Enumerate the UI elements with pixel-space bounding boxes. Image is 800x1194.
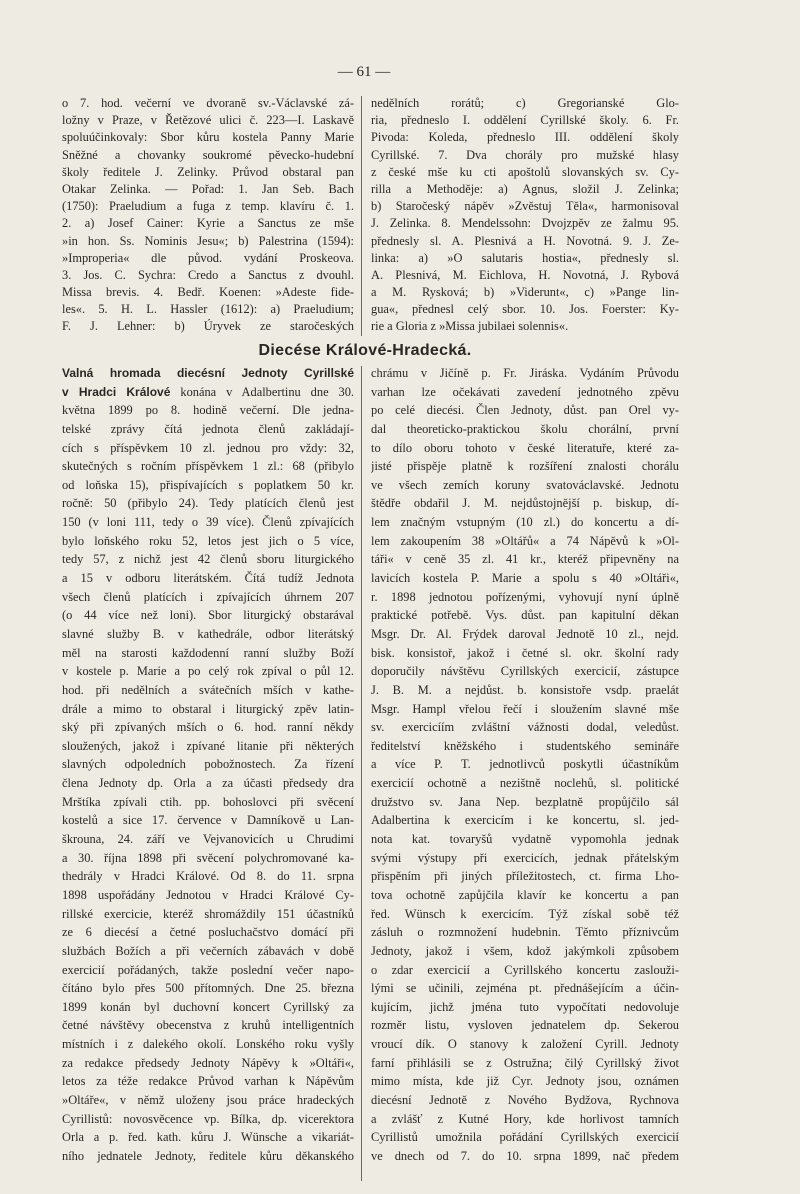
text-line: a 15 v odboru literátském. Čítá tudíž Jednota [62,571,354,586]
text-line: 150 (v loni 111, tedy o 39 více). Členů zpívajících [62,515,354,530]
lead-bold-start: v Hradci Králové [62,384,171,399]
text-line: místních i z dalekého okolí. Lonského roku vyšly [62,1037,354,1052]
text-line: »Improperia« dle původ. vydání Proskeova. [62,250,354,265]
text-line: službách Božích a při večerních zábavách v době [62,943,354,958]
text-line: cích s příspěvkem 10 zl. jednou pro vždy: 32, [62,440,354,455]
text-line: a zvlášť z Kutné Hory, kde horlivost tamních [371,1111,679,1126]
text-line: to dílo oboru tohoto v české literatuře, které za- [371,440,679,455]
text-line: a více P. T. jednotlivců poskytli účastníkům [371,757,679,772]
text-line: skutečných s ročním příspěvkem 1 zl.: 68 (přibylo [62,459,354,474]
text-line: 1898 uspořádány Jednotou v Hradci Králové Cy- [62,887,354,902]
text-line: doporučily návštěvu Cyrillských exercicií, zástupce [371,664,679,679]
text-line: 1899 konán byl duchovní koncert Cyrillský za [62,999,354,1014]
text-line: Sněžné a chovanky soukromé pěvecko-hudební [62,147,354,162]
text-line: 3. Jos. C. Sychra: Credo a Sanctus z dvouhl. [62,267,354,282]
text-line: přednesly sl. A. Plesnivá a H. Novotná. 9. J. Ze- [371,233,679,248]
text-line: sloužených, jakož i zpívané litanie při některých [62,738,354,753]
text-line: ze 6 diecésí a četné posluchačstvo domácí při [62,925,354,940]
text-line: Orla a p. řed. kath. kůru J. Wünsche a vikariát- [62,1130,354,1145]
text-line: o zdar exercicií a Cyrillského koncertu zaslouži- [371,962,679,977]
text-line: štědře obdařil J. M. nejdůstojnější p. biskup, dí- [371,496,679,511]
text-line: nedělních rorátů; c) Gregorianské Glo- [371,96,679,110]
text-line: b) Staročeský nápěv »Zvěstuj Těla«, harmonisoval [371,199,679,214]
text-line: Cyrillistů umožnila pořádání Cyrillských exercicií [371,1130,679,1145]
text-line: škrouna, 24. září ve Vejvanovicích u Chrudimi [62,832,354,847]
text-line: Cyrillistů: novosvěcence vp. Bílka, dp. vicerektora [62,1111,354,1126]
text-line: »in hon. Ss. Nominis Jesu«; b) Palestrina (1594): [62,233,354,248]
text-line: letos za téže redakce Průvod varhan k Nápěvům [62,1074,354,1089]
text-line: 2. a) Josef Cainer: Kyrie a Sanctus ze mše [62,216,354,231]
text-line: četné návštěvy obecenstva z kruhů intelligentních [62,1018,354,1033]
text-line: drále a mimo to obstaral i liturgický zpěv latin- [62,701,354,716]
text-line: května 1899 po 8. hodině večerní. Dle jedna- [62,403,354,418]
text-line: farní přihlásili se z Ostružna; čilý Cyrillský život [371,1055,679,1070]
text-line: bylo loňského roku 52, letos jest jich o 5 více, [62,533,354,548]
text-line: Missa brevis. 4. Bedř. Koenen: »Adeste fide- [62,285,354,300]
text-line: v kostele p. Marie a po celý rok zpíval o půl 12. [62,664,354,679]
text-line: z české mše ku cti apoštolů slovanských sv. Cy- [371,164,679,179]
text-line: tova ochotně zapůjčila klavír ke koncertu a pan [371,887,679,902]
text-line: diecésní Jednotě z Nového Bydžova, Rychnova [371,1092,679,1107]
column-divider-bottom [361,366,362,1181]
text-line: slavné služby B. v kathedrále, odbor literátský [62,626,354,641]
text-line: lem zakoupením 38 »Oltářů« a 74 Nápěvů k »Ol- [371,533,679,548]
text-line: a M. Rysková; b) »Viderunt«, c) »Pange lin- [371,285,679,300]
lead-heading-line [62,364,354,383]
text-line: gua«, přednesl celý sbor. 10. Jos. Foerster: Ky- [371,302,679,317]
text-line: Otakar Zelinka. — Pořad: 1. Jan Seb. Bach [62,181,354,196]
top-left-column [62,95,354,336]
text-line: Msgr. Hampl vřelou řečí i sloužením slavné mše [371,701,679,716]
text-line: Pivoda: Koleda, předneslo III. oddělení školy [371,130,679,145]
text-line: lem značným vstupným (10 zl.) do koncertu a dí- [371,515,679,530]
text-line: Cyrillské. 7. Dva chorály pro mužské hlasy [371,147,679,162]
text-line: sv. exercicíím zvláštní vážnosti dodal, veledůst. [371,720,679,735]
lead-rest: konána v Adalbertinu dne 30. [170,384,354,399]
text-line: varhan lze očekávati zavedení jednotného zpěvu [371,384,679,399]
text-line: vroucí dík. O stanovy k založení Cyrill. Jednoty [371,1037,679,1052]
text-line: ský při zpívaných mších o 6. hod. ranní někdy [62,720,354,735]
text-line: jisté přispěje platně k rozšíření znalosti chorálu [371,459,679,474]
text-line: svými výstupy při exercicích, jednak přátelským [371,850,679,865]
text-line: (o 44 více než loni). Sbor liturgický obstarával [62,608,354,623]
text-line: A. Plesnivá, M. Eichlova, H. Novotná, J. Rybová [371,267,679,282]
text-line: telské zprávy čítá jednota členů zakládají- [62,421,354,436]
text-line: les«. 5. H. L. Hassler (1612): a) Praeludium; [62,302,354,317]
text-line: Msgr. Dr. Al. Frýdek daroval Jednotě 10 zl., nejd. [371,626,679,641]
text-line: přispěním při jiných příležitostech, ct. firma Lho- [371,869,679,884]
text-line: linka: a) »O salutaris hostia«, přednesly sl. [371,250,679,265]
text-line: chrámu v Jičíně p. Fr. Jiráska. Vydáním Průvodu [371,366,679,380]
text-line: J. B. M. a nejdůst. b. konsistoře vsdp. praelát [371,682,679,697]
text-line: od loňska 15), přispívajících s poplatkem 50 kr. [62,477,354,492]
text-line: slavných odpoledních pobožnostech. Za řízení [62,757,354,772]
text-line: měl na starosti každodenní ranní služby Boží [62,645,354,660]
text-line: Jednoty, jakož i všem, kdož jakýmkoli způsobem [371,943,679,958]
page-number: — 61 — [337,64,391,80]
text-line: hod. při nedělních a svátečních mších v kathe- [62,682,354,697]
text-line: ního jednatele Jednoty, ředitele kůru děkanského [62,1148,354,1163]
bottom-right-column [371,364,679,1166]
text-line: rozměr listu, vysloven jednatelem dp. Sekerou [371,1018,679,1033]
text-line: lavicích kostela P. Marie a spolu s 40 »Oltáři«, [371,571,679,586]
lead-bold: Valná hromada diecésní Jednoty Cyrillské [62,366,354,380]
text-line: kujícím, jichž jména tuto vypočítati nedovoluje [371,999,679,1014]
text-line: družstvo sv. Jana Nep. bezplatně propůjčilo sál [371,794,679,809]
text-line: rilla a Methoděje: a) Agnus, složil J. Zelinka; [371,181,679,196]
text-line: za redakce předsedy Jednoty Nápěvy k »Oltáři«, [62,1055,354,1070]
text-line: exercicií ochotně a nezištně noclehů, sl. politické [371,776,679,791]
text-line: ředitelství kněžského i studentského semináře [371,738,679,753]
text-line: ve všech zemích koruny svatováclavské. Jednotu [371,477,679,492]
text-line: bisk. konsistoř, jakož i četné sl. okr. školní rady [371,645,679,660]
text-line: dal theoreticko-praktickou školu chorální, první [371,421,679,436]
text-line: (1750): Praeludium a fuga z temp. klavíru č. 1. [62,199,354,214]
text-line: školy ředitele J. Zelinky. Průvod obstaral pan [62,164,354,179]
text-line: r. 1898 jednotou pořízenými, vyhovují nyní úplně [371,589,679,604]
text-line: thedrály v Hradci Králové. Od 8. do 11. srpna [62,869,354,884]
top-right-column [371,95,679,336]
text-line: řed. Wünsch k exercicím. Týž získal sobě též [371,906,679,921]
text-line: praktické potřebě. Vys. důst. pan kapitulní děkan [371,608,679,623]
bottom-left-column [62,364,354,1166]
text-line: spoluúčinkovaly: Sbor kůru kostela Panny Marie [62,130,354,145]
column-divider-top [361,96,362,336]
text-line: F. J. Lehner: b) Úryvek ze staročeských [62,319,354,334]
text-line: tedy 57, z nichž jest 42 členů sboru liturgického [62,552,354,567]
text-line: Mrštíka zpívali ctih. pp. bohoslovci při svěcení [62,794,354,809]
section-heading: Diecése Králové-Hradecká. [258,342,472,359]
text-line: ročně: 50 (přibylo 24). Tedy platících členů jest [62,496,354,511]
text-line: o 7. hod. večerní ve dvoraně sv.-Václavské zá- [62,96,354,110]
text-line: mimo místa, kde již Cyr. Jednoty jsou, oznámen [371,1074,679,1089]
text-line: exercicií pořádaných, takže poslední večer napo- [62,962,354,977]
text-line: lými se učinili, zejména pt. přednášejícím a účin- [371,981,679,996]
text-line: člena Jednoty dp. Orla a za účasti předsedy dra [62,776,354,791]
text-line: ve dnech od 7. do 10. srpna 1899, nač předem [371,1148,679,1163]
text-line: táři« v ceně 35 zl. 41 kr., kteréž připevněny na [371,552,679,567]
text-line: po celé diecési. Člen Jednoty, důst. pan Orel vy- [371,403,679,418]
text-line: rie a Gloria z »Missa jubilaei solennis«. [371,319,569,334]
text-line: ria, předneslo I. oddělení Cyrillské školy. 6. Fr. [371,113,679,128]
text-line: všech členů platících i zpívajících úhrnem 207 [62,589,354,604]
text-line: J. Zelinka. 8. Mendelssohn: Dvojzpěv ze žalmu 95. [371,216,679,231]
lead-second-line [62,383,354,402]
text-line: »Oltáře«, v němž uloženy jsou práce hradeckých [62,1092,354,1107]
text-line: ložny v Praze, v Řetězové ulici č. 223—I. Laskavě [62,113,354,128]
text-line: rillské exercicie, kteréž shromáždily 151 účastníků [62,906,354,921]
text-line: čítáno bylo přes 500 přítomných. Dne 25. března [62,981,354,996]
text-line: Adalbertina k exercicím i ke koncertu, sl. jed- [371,813,679,828]
text-line: nota kat. tovaryšů vydatně vypomohla jednak [371,832,679,847]
text-line: kostelů a sice 17. července v Damníkově u Lan- [62,813,354,828]
text-line: zásluh o rozmnožení hudebnin. Těmto příznivcům [371,925,679,940]
text-line: a 30. října 1898 při svěcení polychromované ka- [62,850,354,865]
